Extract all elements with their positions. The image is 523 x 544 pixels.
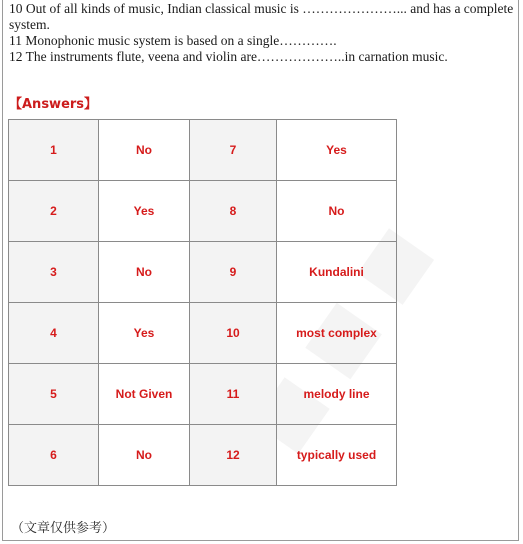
question-number-cell: 9 xyxy=(190,242,277,303)
question-number-cell: 4 xyxy=(9,303,99,364)
table-row xyxy=(9,181,397,242)
question-number-cell: 3 xyxy=(9,242,99,303)
question-10-continued: system. xyxy=(9,17,50,32)
answer-cell: No xyxy=(99,120,190,181)
question-number-cell: 7 xyxy=(190,120,277,181)
answer-cell: No xyxy=(99,242,190,303)
question-number-cell: 11 xyxy=(190,364,277,425)
question-number-cell: 5 xyxy=(9,364,99,425)
answers-table xyxy=(8,119,397,486)
answer-cell: melody line xyxy=(277,364,397,425)
answer-cell: Not Given xyxy=(99,364,190,425)
question-number-cell: 2 xyxy=(9,181,99,242)
table-row xyxy=(9,425,397,486)
reference-note: （文章仅供参考） xyxy=(11,521,116,536)
table-row xyxy=(9,303,397,364)
answer-cell: Yes xyxy=(277,120,397,181)
answer-cell: Yes xyxy=(99,181,190,242)
answers-heading: 【Answers】 xyxy=(9,97,98,112)
answer-cell: Kundalini xyxy=(277,242,397,303)
answer-cell: most complex xyxy=(277,303,397,364)
question-11: 11 Monophonic music system is based on a single…………. xyxy=(9,33,337,48)
document-page xyxy=(2,0,519,541)
table-row xyxy=(9,364,397,425)
question-10 xyxy=(9,1,517,17)
question-10-text: 10 Out of all kinds of music, Indian classical music is …………………... and has a complete xyxy=(9,1,514,16)
answer-cell: No xyxy=(277,181,397,242)
question-number-cell: 1 xyxy=(9,120,99,181)
answer-cell: Yes xyxy=(99,303,190,364)
question-number-cell: 10 xyxy=(190,303,277,364)
table-row xyxy=(9,242,397,303)
question-number-cell: 6 xyxy=(9,425,99,486)
question-list xyxy=(9,1,517,65)
answer-cell: typically used xyxy=(277,425,397,486)
question-number-cell: 8 xyxy=(190,181,277,242)
question-12: 12 The instruments flute, veena and violin are………………..in carnation music. xyxy=(9,49,448,64)
table-row xyxy=(9,120,397,181)
answer-cell: No xyxy=(99,425,190,486)
question-number-cell: 12 xyxy=(190,425,277,486)
